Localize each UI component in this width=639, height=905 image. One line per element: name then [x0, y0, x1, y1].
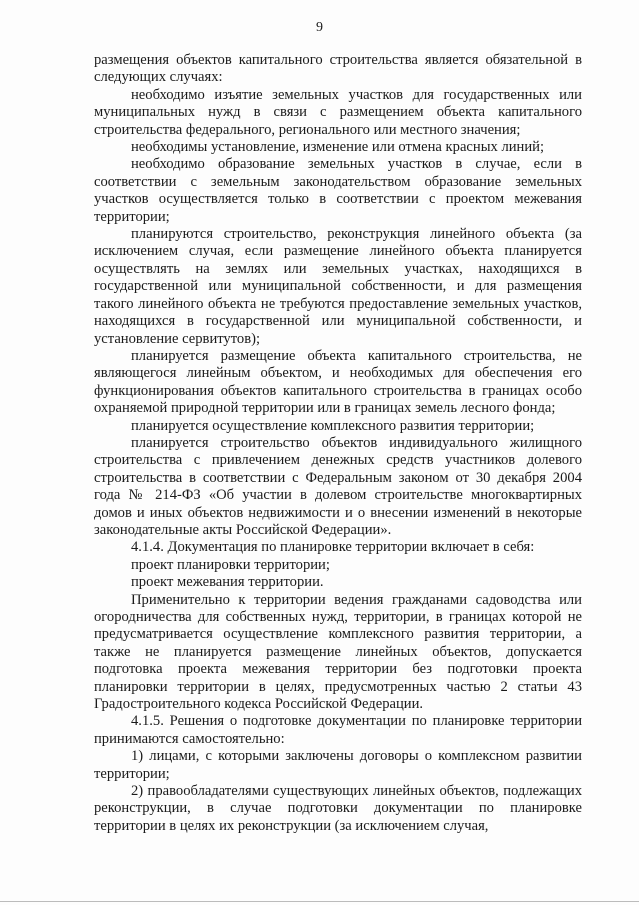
paragraph: необходимо образование земельных участков в случае, если в соответствии с земельным законодательством образование земельных участков осуществляется только в соответствии с проектом межевания территории;	[94, 156, 582, 225]
paragraph: планируются строительство, реконструкция линейного объекта (за исключением случая, если размещение линейного объекта планируется осуществлять на землях или земельных участках, находящихся в государственной или муниципальной собственности, и для размещения такого линейного объекта не требуются предоставление земельных участков, находящихся в государственной или муниципальной собственности, и установление сервитутов);	[94, 226, 582, 347]
list-item: 2) правообладателями существующих линейных объектов, подлежащих реконструкции, в случае подготовки документации по планировке территории в целях их реконструкции (за исключением случая,	[94, 783, 582, 834]
section-heading-4-1-5: 4.1.5. Решения о подготовке документации по планировке территории принимаются самостоятельно:	[94, 713, 582, 747]
paragraph: необходимы установление, изменение или отмена красных линий;	[131, 139, 545, 156]
paragraph: необходимо изъятие земельных участков для государственных или муниципальных нужд в связи с размещением объекта капитального строительства федерального, регионального или местного значения;	[94, 86, 582, 138]
paragraph: планируется размещение объекта капитального строительства, не являющегося линейным объектом, и необходимых для обеспечения его функционирования объектов капитального строительства в границах особо охраняемой природной территории или в границах земель лесного фонда;	[94, 347, 582, 417]
paragraph: планируется осуществление комплексного развития территории;	[131, 417, 535, 434]
paragraph: Применительно к территории ведения гражданами садоводства или огородничества для собственных нужд, территории, в границах которой не предусматривается осуществление комплексного развития территории, а также не планируется размещение линейных объектов, допускается подготовка проекта межевания территории без подготовки проекта планировки территории в целях, предусмотренных частью 2 статьи 43 Градостроительного кодекса Российской Федерации.	[94, 591, 582, 713]
paragraph: планируется строительство объектов индивидуального жилищного строительства с привлечением денежных средств участников долевого строительства в соответствии с Федеральным законом от 30 декабря 2004 года № 214-ФЗ «Об участии в долевом строительстве многоквартирных домов и иных объектов недвижимости и о внесении изменений в некоторые законодательные акты Российской Федерации».	[94, 434, 582, 538]
section-heading-4-1-4: 4.1.4. Документация по планировке территории включает в себя:	[131, 539, 535, 556]
list-item: 1) лицами, с которыми заключены договоры о комплексном развитии территории;	[94, 748, 582, 782]
page-number: 9	[316, 20, 323, 35]
paragraph: проект межевания территории.	[131, 574, 324, 591]
paragraph: размещения объектов капитального строительства является обязательной в следующих случаях:	[94, 52, 582, 86]
paragraph: проект планировки территории;	[131, 556, 330, 573]
page-edge-line	[0, 901, 639, 902]
document-body	[94, 52, 582, 835]
